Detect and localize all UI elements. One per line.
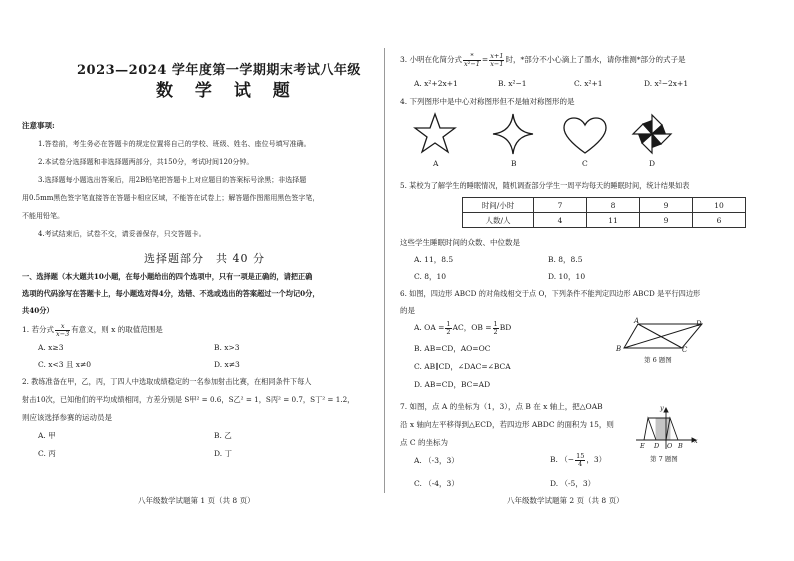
q6-option-d[interactable]: D. AB=CD，BC=AD [414,380,491,389]
q7-option-c[interactable]: C. （-4，3） [414,479,459,488]
notice-3-end: 不能用铅笔。 [22,212,64,220]
page-2-footer: 八年级数学试题第 2 页（共 8 页） [507,496,624,505]
exam-title: 2023—2024 学年度第一学期期末考试八年级 [77,63,361,78]
q3-frac1-num: * [463,53,481,61]
star-icon [413,113,457,155]
q6-half1-num: 1 [446,319,451,328]
q1-suffix: 有意义，则 x 的取值范围是 [71,325,163,334]
q1-option-d[interactable]: D. x≠3 [214,360,240,369]
notice-3: 3.选择题每小题选出答案后，用2B铅笔把答题卡上对应题目的答案标号涂黑；非选择题 [38,176,307,184]
q3-frac2-num: x+1 [490,51,504,60]
q3-frac2-den: x−1 [490,59,504,68]
q4-stem: 4. 下列图形中是中心对称图形但不是轴对称图形的是 [400,97,575,106]
q7-fig-label-e: E [640,442,645,450]
notice-2: 2.本试卷分选择题和非选择题两部分，共150分，考试时间120分钟。 [38,158,254,166]
q4-label-d[interactable]: D [649,159,656,168]
subject-title: 数 学 试 题 [156,81,298,101]
table-header-count: 人数/人 [463,213,534,228]
q2-line2: 射击10次，已知他们的平均成绩相同，方差分别是 S甲² = 0.6，S乙² = 1，S丙² = 0.7，S丁² = 1.2， [22,395,355,404]
table-cell: 6 [693,213,746,228]
q1-option-c[interactable]: C. x<3 且 x≠0 [38,360,92,369]
four-point-star-icon [492,113,534,155]
q6-line2: 的是 [400,306,415,315]
section-title: 选择题部分 共 40 分 [144,252,265,265]
q3-suffix: 时，*部分不小心滴上了墨水，请你推测*部分的式子是 [505,55,686,64]
q5-option-c[interactable]: C. 8，10 [414,272,447,281]
q3-option-d[interactable]: D. x²−2x+1 [644,79,689,88]
q5-option-b[interactable]: B. 8，8.5 [548,255,583,264]
heart-icon [563,117,607,155]
q6-half2-num: 1 [493,319,498,328]
pinwheel-icon [631,113,673,155]
notice-heading: 注意事项: [22,121,55,130]
q7-line3: 点 C 的坐标为 [400,438,449,447]
q7-b-den: 4 [578,459,583,468]
sleep-table [462,197,746,228]
q2-option-a[interactable]: A. 甲 [38,431,56,440]
q7-b-fraction [575,453,585,468]
q2-option-d[interactable]: D. 丁 [214,449,233,458]
q2-line1: 2. 教练准备在甲，乙，丙，丁四人中选取成绩稳定的一名参加射击比赛，在相同条件下每人 [22,377,312,386]
q1-option-a[interactable]: A. x≥3 [38,343,64,352]
q7-option-d[interactable]: D. （-5，3） [550,479,596,488]
notice-3-cont: 用0.5mm黑色签字笔直接答在答题卡相应区域，不能答在试卷上；解答题作图需用黑色签字笔， [22,194,320,202]
q6-fig-label-a: A [634,317,640,325]
q7-fig-label-o: O [667,442,673,450]
q7-b-num: 15 [576,451,585,460]
q6-option-c[interactable]: C. AB∥CD，∠DAC=∠BCA [414,362,511,371]
q3-equals: = [481,55,489,64]
q3-option-a[interactable]: A. x²+2x+1 [414,79,458,88]
q5-option-a[interactable]: A. 11，8.5 [414,255,454,264]
table-row [463,213,746,228]
q7-b-post: ，3） [586,455,607,464]
q6-half2-den: 2 [493,327,498,336]
q7-option-b[interactable] [550,450,606,470]
q7-fig-label-x: x [694,437,698,445]
q2-option-c[interactable]: C. 丙 [38,449,56,458]
table-cell: 11 [587,213,640,228]
q4-label-c[interactable]: C [582,159,588,168]
table-header-time: 时间/小时 [463,198,534,213]
table-cell: 10 [693,198,746,213]
table-cell: 7 [534,198,587,213]
q6-a-half-2 [493,321,499,336]
q5-question: 这些学生睡眠时间的众数、中位数是 [400,238,520,247]
table-cell: 8 [587,198,640,213]
q1-prefix: 1. 若分式 [22,325,55,334]
q6-parallelogram-figure [618,318,706,358]
q7-fig-label-b: B [678,442,683,450]
q7-line2: 沿 x 轴向左平移得到△ECD，若四边形 ABDC 的面积为 15，则 [400,420,614,429]
q7-fig-label-y: y [660,404,664,412]
q6-fig-caption: 第 6 题图 [644,356,672,364]
q2-line3: 则应该选择参赛的运动员是 [22,413,112,422]
q6-fig-label-d: D [696,320,702,328]
table-cell: 4 [534,213,587,228]
q6-line1: 6. 如图，四边形 ABCD 的对角线相交于点 O，下列条件不能判定四边形 ABCD 是平行四边形 [400,289,701,298]
part1-line2: 选项的代码涂写在答题卡上，每小题选对得4分，选错、不选或选出的答案超过一个均记0分， [22,289,320,298]
q6-option-a[interactable] [414,318,511,338]
table-cell: 9 [640,213,693,228]
q6-half1-den: 2 [446,327,451,336]
q6-fig-label-b: B [616,345,622,353]
q6-fig-label-c: C [682,346,688,354]
q4-label-b[interactable]: B [511,159,517,168]
q3-frac1-den: x²−1 [464,59,480,68]
q3-prefix: 3. 小明在化简分式 [400,55,463,64]
q6-a-half-1 [445,321,451,336]
table-cell: 9 [640,198,693,213]
q7-fig-caption: 第 7 题图 [650,455,678,463]
q6-option-b[interactable]: B. AB=CD，AO=OC [414,344,491,353]
q1-frac-den: x−3 [56,329,70,338]
q3-option-c[interactable]: C. x²+1 [574,79,603,88]
q3-fraction-1 [463,53,481,68]
q5-stem: 5. 某校为了解学生的睡眠情况，随机调查部分学生一周平均每天的睡眠时间，统计结果如表 [400,181,690,190]
q6-a-post: BD [499,323,512,332]
q1-frac-num: x [55,323,70,331]
page-1-footer: 八年级数学试题第 1 页（共 8 页） [138,496,255,505]
q3-option-b[interactable]: B. x²−1 [498,79,527,88]
q7-b-pre: B. （− [550,455,575,464]
q7-line1: 7. 如图，点 A 的坐标为（1，3），点 B 在 x 轴上，把△OAB [400,402,603,411]
q2-option-b[interactable]: B. 乙 [214,431,232,440]
q3-stem [400,50,685,70]
part1-line3: 共40分） [22,306,54,315]
q5-option-d[interactable]: D. 10，10 [548,272,586,281]
q1-option-b[interactable]: B. x>3 [214,343,240,352]
q6-a-mid: AC，OB = [452,323,492,332]
q4-label-a[interactable]: A [433,159,439,168]
part1-line1: 一、选择题（本大题共10小题，在每小题给出的四个选项中，只有一项是正确的，请把正确 [22,272,313,281]
notice-4: 4.考试结束后，试卷不交，请妥善保存，只交答题卡。 [38,230,206,238]
q7-fig-label-d: D [654,442,660,450]
q7-option-a[interactable]: A. （-3，3） [414,456,459,465]
q6-a-pre: A. OA = [414,323,445,332]
notice-1: 1.答卷前，考生务必在答题卡的规定位置将自己的学校、班级、姓名、座位号填写准确。 [38,140,311,148]
q3-fraction-2 [489,53,504,68]
table-row [463,198,746,213]
